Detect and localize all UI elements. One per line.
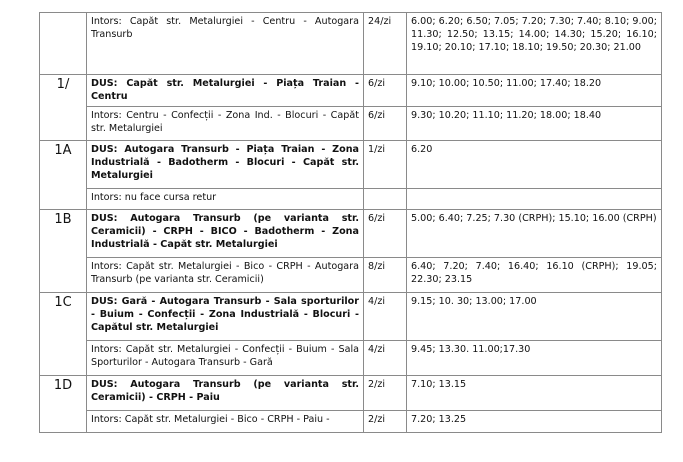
departure-times-cell: 9.30; 10.20; 11.10; 11.20; 18.00; 18.40 <box>407 107 662 141</box>
line-number-cell <box>40 13 87 75</box>
departure-times-cell: 9.45; 13.30. 11.00;17.30 <box>407 341 662 376</box>
frequency-cell: 8/zi <box>364 258 407 293</box>
table-row <box>40 210 662 258</box>
frequency-cell: 2/zi <box>364 376 407 411</box>
table-row <box>40 341 662 376</box>
departure-times-cell: 6.40; 7.20; 7.40; 16.40; 16.10 (CRPH); 19.05; 22.30; 23.15 <box>407 258 662 293</box>
table-row <box>40 376 662 411</box>
route-cell: Intors: nu face cursa retur <box>87 189 364 210</box>
frequency-cell: 6/zi <box>364 75 407 107</box>
table-row <box>40 13 662 75</box>
line-number-cell: 1C <box>40 293 87 376</box>
departure-times-cell <box>407 189 662 210</box>
table-row <box>40 258 662 293</box>
table-row <box>40 189 662 210</box>
departure-times-cell: 5.00; 6.40; 7.25; 7.30 (CRPH); 15.10; 16.00 (CRPH) <box>407 210 662 258</box>
frequency-cell <box>364 189 407 210</box>
departure-times-cell: 6.20 <box>407 141 662 189</box>
table-row <box>40 411 662 433</box>
route-cell: Intors: Centru - Confecții - Zona Ind. - Blocuri - Capăt str. Metalurgiei <box>87 107 364 141</box>
route-cell: Intors: Capăt str. Metalurgiei - Centru - Autogara Transurb <box>87 13 364 75</box>
frequency-cell: 6/zi <box>364 107 407 141</box>
frequency-cell: 24/zi <box>364 13 407 75</box>
route-cell: Intors: Capăt str. Metalurgiei - Bico - CRPH - Paiu - <box>87 411 364 433</box>
line-number-cell: 1D <box>40 376 87 433</box>
route-cell: Intors: Capăt str. Metalurgiei - Confecții - Buium - Sala Sporturilor - Autogara Transurb - Gară <box>87 341 364 376</box>
frequency-cell: 4/zi <box>364 341 407 376</box>
table-row <box>40 141 662 189</box>
route-cell: DUS: Autogara Transurb (pe varianta str. Ceramicii) - CRPH - Paiu <box>87 376 364 411</box>
frequency-cell: 1/zi <box>364 141 407 189</box>
line-number-cell: 1A <box>40 141 87 210</box>
route-cell: DUS: Gară - Autogara Transurb - Sala sporturilor - Buium - Confecții - Zona Industrială - Blocuri - Capătul str. Metalurgiei <box>87 293 364 341</box>
route-cell: DUS: Autogara Transurb - Piața Traian - Zona Industrială - Badotherm - Blocuri - Capăt str. Metalurgiei <box>87 141 364 189</box>
frequency-cell: 6/zi <box>364 210 407 258</box>
departure-times-cell: 9.15; 10. 30; 13.00; 17.00 <box>407 293 662 341</box>
frequency-cell: 4/zi <box>364 293 407 341</box>
departure-times-cell: 9.10; 10.00; 10.50; 11.00; 17.40; 18.20 <box>407 75 662 107</box>
table-row <box>40 75 662 107</box>
line-number-cell: 1/ <box>40 75 87 141</box>
route-cell: DUS: Autogara Transurb (pe varianta str. Ceramicii) - CRPH - BICO - Badotherm - Zona Industrială - Capăt str. Metalurgiei <box>87 210 364 258</box>
bus-schedule-table <box>39 12 662 433</box>
route-cell: DUS: Capăt str. Metalurgiei - Piața Traian - Centru <box>87 75 364 107</box>
route-cell: Intors: Capăt str. Metalurgiei - Bico - CRPH - Autogara Transurb (pe varianta str. Ceramicii) <box>87 258 364 293</box>
line-number-cell: 1B <box>40 210 87 293</box>
frequency-cell: 2/zi <box>364 411 407 433</box>
table-row <box>40 293 662 341</box>
table-row <box>40 107 662 141</box>
departure-times-cell: 7.20; 13.25 <box>407 411 662 433</box>
departure-times-cell: 7.10; 13.15 <box>407 376 662 411</box>
departure-times-cell: 6.00; 6.20; 6.50; 7.05; 7.20; 7.30; 7.40; 8.10; 9.00; 11.30; 12.50; 13.15; 14.00; 14.30; 15.20; 16.10; 19.10; 20.10; 17.10; 18.10; 19.50; 20.30; 21.00 <box>407 13 662 75</box>
